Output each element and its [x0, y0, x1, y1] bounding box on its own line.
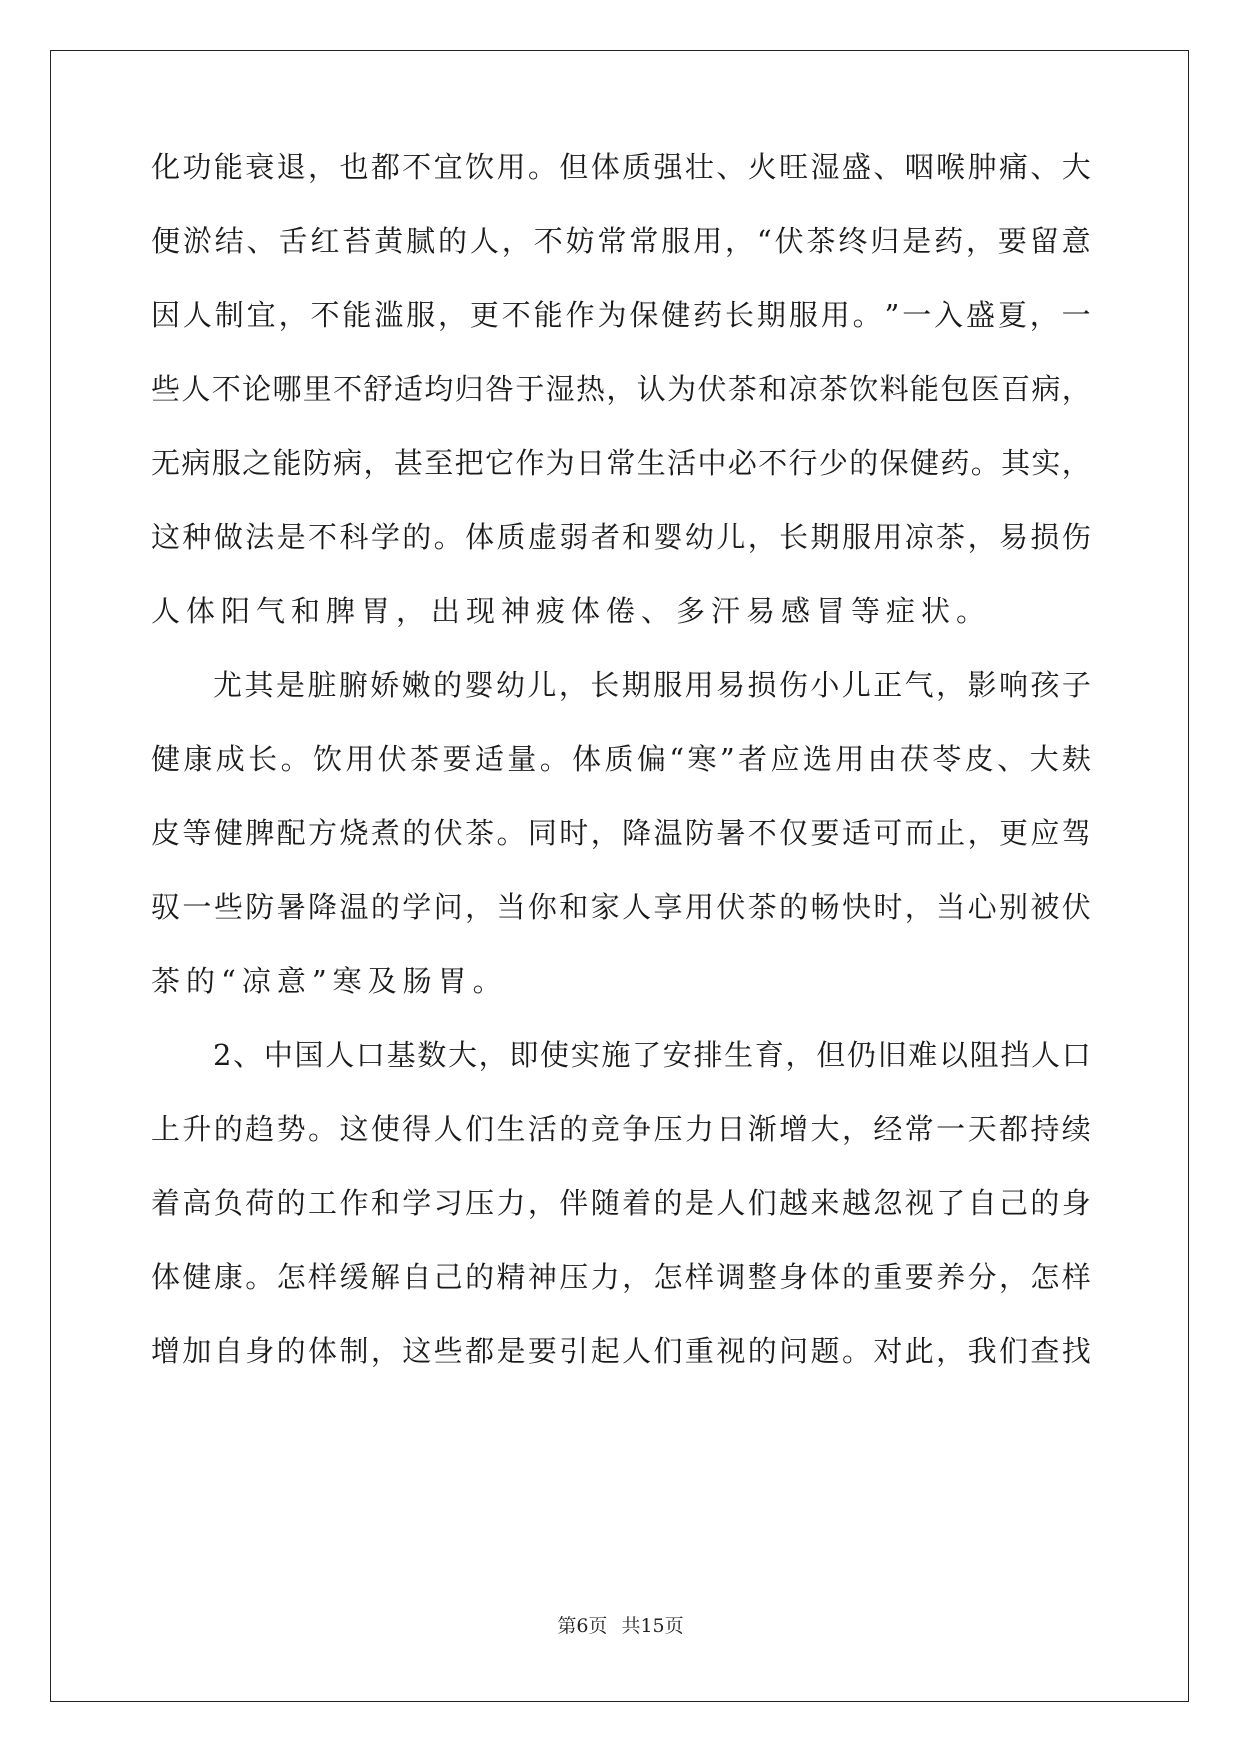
text-line: 驭 一 些 防 暑 降 温 的 学 问 ， 当 你 和 家 人 享 用 伏 茶 的 畅 快 时 ， 当 心 别 被 伏 — [151, 890, 1091, 924]
text-line: 些 人 不 论 哪 里 不 舒 适 均 归 咎 于 湿 热 ， 认 为 伏 茶 和 凉 茶 饮 料 能 包 医 百 病 ， — [151, 372, 1091, 406]
text-line: 体 健 康 。 怎 样 缓 解 自 己 的 精 神 压 力 ， 怎 样 调 整 身 体 的 重 要 养 分 ， 怎 样 — [151, 1260, 1091, 1294]
text-line: 便 淤 结 、 舌 红 苔 黄 腻 的 人 ， 不 妨 常 常 服 用 ， “ 伏 茶 终 归 是 药 ， 要 留 意 — [151, 224, 1091, 258]
page-total: 共15页 — [621, 1615, 684, 1637]
text-line: 人体阳气和脾胃，出现神疲体倦、多汗易感冒等症状。 — [151, 594, 992, 628]
page-footer — [0, 1614, 1241, 1638]
text-line: 健 康 成 长 。 饮 用 伏 茶 要 适 量 。 体 质 偏 “ 寒 ” 者 应 选 用 由 茯 苓 皮 、 大 麸 — [151, 742, 1091, 776]
text-line: 皮 等 健 脾 配 方 烧 煮 的 伏 茶 。 同 时 ， 降 温 防 暑 不 仅 要 适 可 而 止 ， 更 应 驾 — [151, 816, 1091, 850]
text-line: 2 、 中 国 人 口 基 数 大 ， 即 使 实 施 了 安 排 生 育 ， 但 仍 旧 难 以 阻 挡 人 口 — [213, 1038, 1091, 1072]
text-line: 茶的“凉意”寒及肠胃。 — [151, 964, 508, 998]
text-line: 上 升 的 趋 势 。 这 使 得 人 们 生 活 的 竞 争 压 力 日 渐 增 大 ， 经 常 一 天 都 持 续 — [151, 1112, 1091, 1146]
text-line: 这 种 做 法 是 不 科 学 的 。 体 质 虚 弱 者 和 婴 幼 儿 ， 长 期 服 用 凉 茶 ， 易 损 伤 — [151, 520, 1091, 554]
text-line: 尤 其 是 脏 腑 娇 嫩 的 婴 幼 儿 ， 长 期 服 用 易 损 伤 小 儿 正 气 ， 影 响 孩 子 — [213, 668, 1091, 702]
text-line: 增 加 自 身 的 体 制 ， 这 些 都 是 要 引 起 人 们 重 视 的 问 题 。 对 此 ， 我 们 查 找 — [151, 1334, 1091, 1368]
page-number: 第6页 — [557, 1615, 608, 1637]
text-line: 因 人 制 宜 ， 不 能 滥 服 ， 更 不 能 作 为 保 健 药 长 期 服 用 。 ” 一 入 盛 夏 ， 一 — [151, 298, 1091, 332]
text-line: 无 病 服 之 能 防 病 ， 甚 至 把 它 作 为 日 常 生 活 中 必 不 行 少 的 保 健 药 。 其 实 ， — [151, 446, 1091, 480]
text-line: 化 功 能 衰 退 ， 也 都 不 宜 饮 用 。 但 体 质 强 壮 、 火 旺 湿 盛 、 咽 喉 肿 痛 、 大 — [151, 150, 1091, 184]
text-line: 着 高 负 荷 的 工 作 和 学 习 压 力 ， 伴 随 着 的 是 人 们 越 来 越 忽 视 了 自 己 的 身 — [151, 1186, 1091, 1220]
